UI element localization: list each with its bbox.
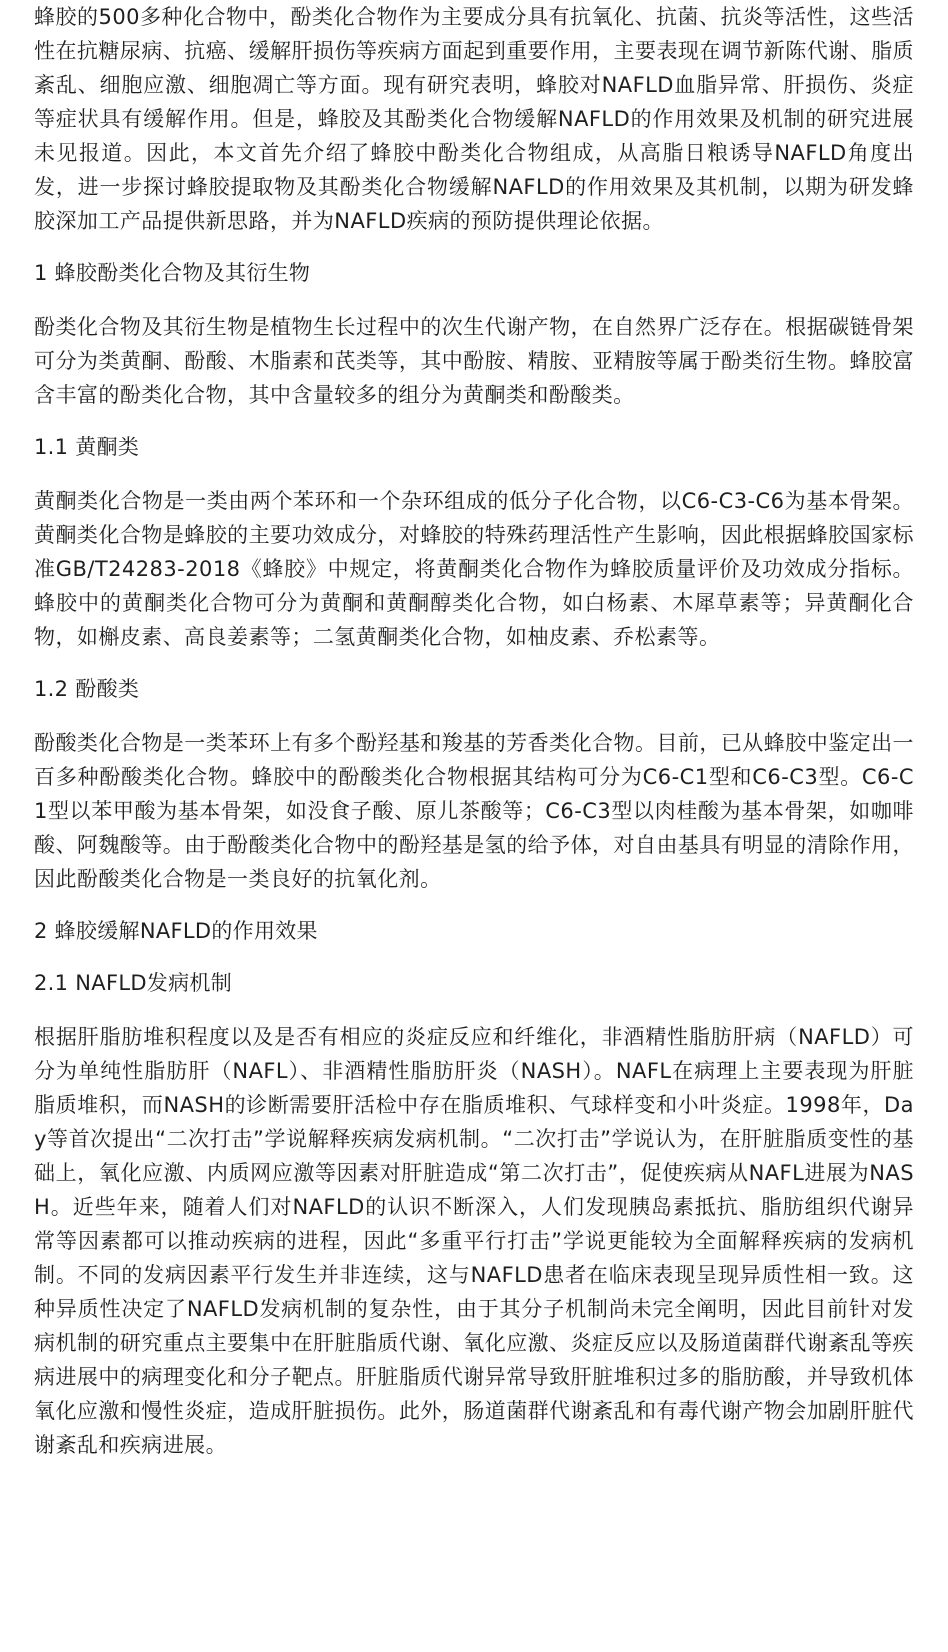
section-1-1-paragraph: 黄酮类化合物是一类由两个苯环和一个杂环组成的低分子化合物，以C6-C3-C6为基本骨架。黄酮类化合物是蜂胶的主要功效成分，对蜂胶的特殊药理活性产生影响，因此根据蜂胶国家标准GB/T24283-2018《蜂胶》中规定，将黄酮类化合物作为蜂胶质量评价及功效成分指标。蜂胶中的黄酮类化合物可分为黄酮和黄酮醇类化合物，如白杨素、木犀草素等；异黄酮化合物，如槲皮素、高良姜素等；二氢黄酮类化合物，如柚皮素、乔松素等。: [34, 489, 914, 649]
section-1-2-paragraph: 酚酸类化合物是一类苯环上有多个酚羟基和羧基的芳香类化合物。目前，已从蜂胶中鉴定出一百多种酚酸类化合物。蜂胶中的酚酸类化合物根据其结构可分为C6-C1型和C6-C3型。C6-C1型以苯甲酸为基本骨架，如没食子酸、原儿茶酸等；C6-C3型以肉桂酸为基本骨架，如咖啡酸、阿魏酸等。由于酚酸类化合物中的酚羟基是氢的给予体，对自由基具有明显的清除作用，因此酚酸类化合物是一类良好的抗氧化剂。: [34, 731, 914, 891]
section-1-1-heading: 1.1 黄酮类: [34, 435, 140, 459]
intro-paragraph: 蜂胶的500多种化合物中，酚类化合物作为主要成分具有抗氧化、抗菌、抗炎等活性，这些活性在抗糖尿病、抗癌、缓解肝损伤等疾病方面起到重要作用，主要表现在调节新陈代谢、脂质紊乱、细胞应激、细胞凋亡等方面。现有研究表明，蜂胶对NAFLD血脂异常、肝损伤、炎症等症状具有缓解作用。但是，蜂胶及其酚类化合物缓解NAFLD的作用效果及机制的研究进展未见报道。因此，本文首先介绍了蜂胶中酚类化合物组成，从高脂日粮诱导NAFLD角度出发，进一步探讨蜂胶提取物及其酚类化合物缓解NAFLD的作用效果及其机制，以期为研发蜂胶深加工产品提供新思路，并为NAFLD疾病的预防提供理论依据。: [34, 5, 914, 233]
section-2-1-paragraph: 根据肝脂肪堆积程度以及是否有相应的炎症反应和纤维化，非酒精性脂肪肝病（NAFLD）可分为单纯性脂肪肝（NAFL）、非酒精性脂肪肝炎（NASH）。NAFL在病理上主要表现为肝脏脂质堆积，而NASH的诊断需要肝活检中存在脂质堆积、气球样变和小叶炎症。1998年，Day等首次提出“二次打击”学说解释疾病发病机制。“二次打击”学说认为，在肝脏脂质变性的基础上，氧化应激、内质网应激等因素对肝脏造成“第二次打击”，促使疾病从NAFL进展为NASH。近些年来，随着人们对NAFLD的认识不断深入，人们发现胰岛素抵抗、脂肪组织代谢异常等因素都可以推动疾病的进程，因此“多重平行打击”学说更能较为全面解释疾病的发病机制。不同的发病因素平行发生并非连续，这与NAFLD患者在临床表现呈现异质性相一致。这种异质性决定了NAFLD发病机制的复杂性，由于其分子机制尚未完全阐明，因此目前针对发病机制的研究重点主要集中在肝脏脂质代谢、氧化应激、炎症反应以及肠道菌群代谢紊乱等疾病进展中的病理变化和分子靶点。肝脏脂质代谢异常导致肝脏堆积过多的脂肪酸，并导致机体氧化应激和慢性炎症，造成肝脏损伤。此外，肠道菌群代谢紊乱和有毒代谢产物会加剧肝脏代谢紊乱和疾病进展。: [34, 1025, 914, 1457]
section-1-paragraph: 酚类化合物及其衍生物是植物生长过程中的次生代谢产物，在自然界广泛存在。根据碳链骨架可分为类黄酮、酚酸、木脂素和芪类等，其中酚胺、精胺、亚精胺等属于酚类衍生物。蜂胶富含丰富的酚类化合物，其中含量较多的组分为黄酮类和酚酸类。: [34, 315, 914, 407]
section-2-1-heading: 2.1 NAFLD发病机制: [34, 971, 232, 995]
section-1-heading: 1 蜂胶酚类化合物及其衍生物: [34, 261, 311, 285]
section-2-heading: 2 蜂胶缓解NAFLD的作用效果: [34, 919, 318, 943]
section-1-2-heading: 1.2 酚酸类: [34, 677, 140, 701]
